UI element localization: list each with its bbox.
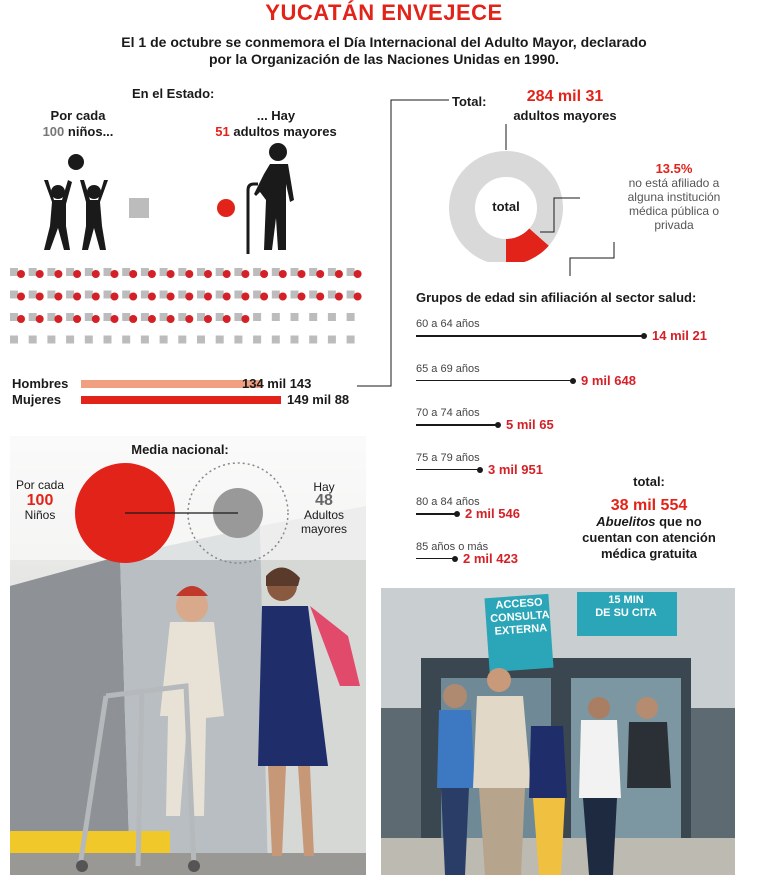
child-unit	[122, 291, 130, 299]
nacional-circles	[70, 458, 300, 568]
child-unit	[309, 313, 317, 321]
estado-heading: En el Estado:	[132, 86, 215, 101]
connector-line	[355, 94, 455, 394]
age-group-bar-end	[641, 333, 647, 339]
sign-acceso-l3: EXTERNA	[494, 622, 548, 638]
elder-unit	[316, 293, 324, 301]
age-group-bar	[416, 558, 455, 560]
donut-center-label: total	[492, 199, 520, 214]
elder-unit	[279, 293, 287, 301]
sign-cita-l2: DE SU CITA	[595, 607, 657, 619]
child-unit	[197, 313, 205, 321]
dot-grid	[8, 266, 368, 356]
elder-unit	[111, 315, 119, 323]
elder-unit	[241, 270, 249, 278]
elder-unit	[54, 315, 62, 323]
grupos-total-desc-2: cuentan con atención	[582, 530, 716, 545]
age-group-value: 2 mil 423	[463, 550, 518, 566]
age-group-bar-end	[452, 556, 458, 562]
nacional-hay: Hay	[313, 480, 335, 494]
elder-unit	[129, 270, 137, 278]
elder-unit	[148, 293, 156, 301]
total-label: Total:	[452, 94, 487, 109]
child-unit	[253, 313, 261, 321]
elder-unit	[167, 293, 175, 301]
child-unit	[328, 336, 336, 344]
child-unit	[234, 336, 242, 344]
child-unit	[234, 291, 242, 299]
grupos-total-desc-3: médica gratuita	[600, 546, 698, 561]
age-group-bar-end	[454, 511, 460, 517]
elder-unit	[111, 293, 119, 301]
child-unit	[122, 268, 130, 276]
child-unit	[10, 313, 18, 321]
child-unit	[216, 313, 224, 321]
age-group-label: 60 a 64 años	[416, 318, 480, 330]
child-unit	[104, 313, 112, 321]
pct-desc-2: alguna institución	[627, 190, 721, 204]
child-unit	[178, 336, 186, 344]
elder-unit	[17, 315, 25, 323]
grupos-total	[574, 474, 724, 562]
child-unit	[141, 313, 149, 321]
elder-unit	[167, 270, 175, 278]
child-unit	[197, 291, 205, 299]
child-unit	[291, 336, 299, 344]
elder-unit	[185, 270, 193, 278]
age-group-label: 75 a 79 años	[416, 451, 480, 464]
child-unit	[347, 313, 355, 321]
child-unit	[66, 291, 74, 299]
gray-square-legend	[129, 198, 149, 218]
elder-unit	[260, 270, 268, 278]
child-unit	[104, 336, 112, 344]
child-unit	[66, 336, 74, 344]
elder-unit	[92, 293, 100, 301]
total-value: 284 mil 31	[526, 88, 604, 105]
elder-unit	[73, 315, 81, 323]
child-unit	[347, 336, 355, 344]
subtitle-line-1: El 1 de octubre se conmemora el Día Internacional del Adulto Mayor, declarado	[121, 34, 647, 50]
child-unit	[141, 291, 149, 299]
elder-unit	[148, 315, 156, 323]
elder-unit	[298, 293, 306, 301]
age-group-bar-end	[495, 422, 501, 428]
age-group-value: 3 mil 951	[488, 461, 543, 477]
child-unit	[66, 268, 74, 276]
hombres-bar	[81, 380, 261, 388]
child-unit	[178, 313, 186, 321]
red-dot-legend	[217, 199, 235, 217]
elder-unit	[316, 270, 324, 278]
child-unit	[160, 336, 168, 344]
child-unit	[141, 268, 149, 276]
elder-unit	[73, 293, 81, 301]
pct-annotation	[616, 162, 732, 232]
child-unit	[178, 291, 186, 299]
elder-unit	[36, 293, 44, 301]
age-group-bar	[416, 424, 498, 426]
grupos-heading: Grupos de edad sin afiliación al sector salud:	[416, 290, 697, 305]
elder-unit	[223, 315, 231, 323]
elder-unit	[36, 315, 44, 323]
child-unit	[253, 291, 261, 299]
pct-desc-1: no está afiliado a	[628, 176, 720, 190]
child-unit	[216, 268, 224, 276]
elder-unit	[204, 270, 212, 278]
elder-unit	[92, 315, 100, 323]
child-unit	[347, 268, 355, 276]
elder-unit	[167, 315, 175, 323]
ninos-text: niños...	[67, 124, 114, 139]
child-unit	[160, 291, 168, 299]
age-group-value: 5 mil 65	[506, 417, 554, 432]
elder-unit	[17, 293, 25, 301]
sign-cita-l1: 15 MIN	[608, 594, 644, 606]
elder-unit	[204, 293, 212, 301]
age-group-label: 65 a 69 años	[416, 362, 480, 375]
elder-unit	[335, 293, 343, 301]
age-group-label: 70 a 74 años	[416, 407, 480, 419]
child-unit	[29, 268, 37, 276]
pct-desc-3: médica pública o	[628, 204, 720, 218]
child-unit	[47, 313, 55, 321]
child-unit	[291, 313, 299, 321]
por-cada-text: Por cada	[50, 108, 106, 123]
elder-unit	[241, 293, 249, 301]
age-group-label: 85 años o más	[416, 540, 489, 553]
photo-hospital-entrance	[381, 588, 735, 875]
elder-unit	[335, 270, 343, 278]
elder-unit	[17, 270, 25, 278]
child-unit	[347, 291, 355, 299]
age-group-bar-end	[477, 467, 483, 473]
abuelitos-text: Abuelitos	[596, 514, 656, 529]
nacional-adultos-label	[294, 480, 354, 536]
child-unit	[197, 336, 205, 344]
child-unit	[328, 268, 336, 276]
child-unit	[29, 313, 37, 321]
age-group-bar	[416, 335, 644, 337]
child-unit	[309, 268, 317, 276]
elder-unit	[185, 293, 193, 301]
age-group-value: 14 mil 21	[652, 328, 707, 343]
nacional-heading: Media nacional:	[131, 442, 229, 457]
elder-unit	[54, 270, 62, 278]
child-unit	[216, 336, 224, 344]
child-unit	[272, 268, 280, 276]
elder-unit	[185, 315, 193, 323]
child-unit	[122, 336, 130, 344]
child-unit	[141, 336, 149, 344]
elder-unit	[298, 270, 306, 278]
pct-desc-4: privada	[654, 218, 694, 232]
age-group-bar	[416, 513, 457, 515]
elder-unit	[73, 270, 81, 278]
elder-unit	[148, 270, 156, 278]
elder-unit	[111, 270, 119, 278]
children-icon	[36, 150, 116, 254]
child-unit	[272, 336, 280, 344]
adultos-text: adultos mayores	[233, 124, 337, 139]
child-unit	[160, 313, 168, 321]
child-unit	[85, 268, 93, 276]
photo2-scene	[381, 588, 735, 875]
elder-unit	[36, 270, 44, 278]
child-unit	[291, 268, 299, 276]
elder-unit	[129, 315, 137, 323]
adultos-number: 51	[215, 124, 230, 139]
age-group-label: 80 a 84 años	[416, 496, 480, 508]
nacional-ninos-number: 100	[26, 492, 54, 509]
child-unit	[85, 336, 93, 344]
page-title: YUCATÁN ENVEJECE	[265, 0, 503, 25]
child-unit	[29, 336, 37, 344]
child-unit	[66, 313, 74, 321]
elder-unit	[279, 270, 287, 278]
age-group-bar	[416, 380, 573, 382]
grupos-total-label: total:	[633, 474, 665, 489]
subtitle-line-2: por la Organización de las Naciones Unidas en 1990.	[208, 51, 560, 67]
elder-unit	[241, 315, 249, 323]
elderly-person-icon	[244, 140, 304, 254]
sign-acceso	[489, 596, 552, 639]
child-unit	[104, 268, 112, 276]
elder-unit	[92, 270, 100, 278]
child-unit	[234, 313, 242, 321]
age-group-bar-end	[570, 378, 576, 384]
nacional-ninos-text: Niños	[24, 508, 56, 522]
age-group-value: 9 mil 648	[581, 372, 636, 388]
hay-text: ... Hay	[256, 108, 296, 123]
age-group-bar	[416, 469, 480, 471]
hombres-label: Hombres	[12, 376, 69, 391]
child-unit	[328, 313, 336, 321]
mujeres-label: Mujeres	[12, 392, 62, 407]
nacional-adultos-number: 48	[315, 492, 333, 509]
estado-ninos-label	[38, 108, 118, 140]
child-unit	[309, 291, 317, 299]
child-unit	[234, 268, 242, 276]
elder-unit	[260, 293, 268, 301]
child-unit	[10, 336, 18, 344]
elder-unit	[223, 293, 231, 301]
child-unit	[328, 291, 336, 299]
hombres-value: 134 mil 143	[242, 376, 312, 391]
child-unit	[85, 313, 93, 321]
grupos-total-value: 38 mil 554	[610, 497, 688, 514]
sign-acceso-l1: ACCESO	[495, 596, 543, 612]
nacional-por-cada: Por cada	[15, 478, 65, 492]
nacional-adultos-text-2: mayores	[300, 522, 347, 536]
elder-unit	[223, 270, 231, 278]
child-unit	[122, 313, 130, 321]
sign-acceso-l2: CONSULTA	[489, 608, 551, 626]
child-unit	[178, 268, 186, 276]
child-unit	[47, 336, 55, 344]
que-no-text: que no	[655, 514, 702, 529]
pct-value: 13.5%	[655, 161, 693, 176]
child-unit	[85, 291, 93, 299]
elder-unit	[204, 315, 212, 323]
total-sub: adultos mayores	[513, 108, 617, 123]
estado-adultos-label	[196, 108, 356, 140]
ninos-number: 100	[42, 124, 65, 139]
child-unit	[197, 268, 205, 276]
elder-unit	[54, 293, 62, 301]
child-unit	[309, 336, 317, 344]
page-subtitle	[40, 34, 728, 68]
child-unit	[272, 291, 280, 299]
child-unit	[291, 291, 299, 299]
nacional-ninos-label	[10, 478, 70, 523]
mujeres-bar	[81, 396, 281, 404]
child-unit	[160, 268, 168, 276]
child-unit	[47, 291, 55, 299]
age-group-value: 2 mil 546	[465, 506, 520, 521]
child-unit	[47, 268, 55, 276]
child-unit	[29, 291, 37, 299]
sign-cita	[578, 594, 674, 620]
mujeres-value: 149 mil 88	[287, 392, 350, 407]
child-unit	[216, 291, 224, 299]
nacional-adultos-text-1: Adultos	[303, 508, 345, 522]
child-unit	[253, 268, 261, 276]
child-unit	[272, 313, 280, 321]
child-unit	[10, 291, 18, 299]
child-unit	[253, 336, 261, 344]
child-unit	[104, 291, 112, 299]
elder-unit	[129, 293, 137, 301]
child-unit	[10, 268, 18, 276]
